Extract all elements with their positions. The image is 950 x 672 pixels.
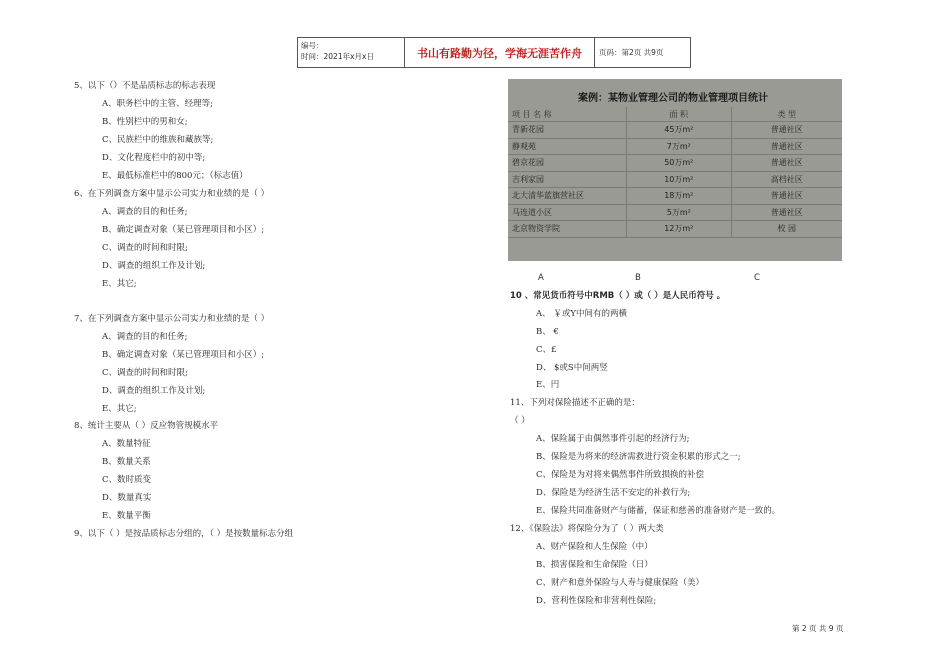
case-cell: 校 园 xyxy=(731,221,842,238)
question-7: 7、在下列调查方案中显示公司实力和业绩的是（ ） xyxy=(74,314,270,324)
case-cell: 50万m² xyxy=(627,155,732,172)
question-6: 6、在下列调查方案中显示公司实力和业绩的是（ ） xyxy=(74,189,270,199)
case-table-row xyxy=(508,188,842,205)
q7-option-e: E、其它; xyxy=(102,404,137,414)
case-table xyxy=(508,107,842,238)
case-table-row xyxy=(508,122,842,139)
q5-option-a: A、职务栏中的主管、经理等; xyxy=(102,99,214,109)
case-table-photo xyxy=(508,79,842,261)
case-cell: 普通社区 xyxy=(731,122,842,139)
page-label: 页码：第2页 共9页 xyxy=(599,48,664,57)
case-cell: 7万m² xyxy=(627,138,732,155)
q10-option-e: E、円 xyxy=(536,380,560,390)
q7-option-a: A、调查的目的和任务; xyxy=(102,332,188,342)
q8-option-d: D、数量真实 xyxy=(102,493,152,503)
case-cell: 10万m² xyxy=(627,171,732,188)
case-cell: 18万m² xyxy=(627,188,732,205)
question-9: 9、以下（ ）是按品质标志分组的，（ ）是按数量标志分组 xyxy=(74,529,294,539)
page-header xyxy=(297,37,691,68)
q6-option-e: E、其它; xyxy=(102,279,137,289)
question-8: 8、统计主要从（ ）反应物管规模水平 xyxy=(74,421,219,431)
q11-option-d: D、保险是为经济生活不安定的补救行为; xyxy=(536,488,691,498)
number-label: 编号： xyxy=(301,41,324,50)
header-meta xyxy=(298,38,405,67)
q11-answer-paren: （ ） xyxy=(510,416,530,426)
case-table-row xyxy=(508,204,842,221)
case-col-header: 类 型 xyxy=(731,107,842,122)
case-table-title: 案例：某物业管理公司的物业管理项目统计 xyxy=(578,93,768,104)
case-col-header: 项 目 名 称 xyxy=(508,107,627,122)
q8-option-a: A、数量特征 xyxy=(102,439,151,449)
case-cell: 马连道小区 xyxy=(508,204,627,221)
q7-option-b: B、确定调查对象（某已管理项目和小区）; xyxy=(102,350,265,360)
q12-option-d: D、营利性保险和非营利性保险; xyxy=(536,596,657,606)
question-10: 10 、常见货币符号中RMB（ ）或（ ）是人民币符号 。 xyxy=(510,291,726,301)
case-col-header: 面 积 xyxy=(627,107,732,122)
question-5: 5、以下（）不是品质标志的标志表现 xyxy=(74,81,216,91)
q10-option-a: A、 ￥或Y中间有的两横 xyxy=(536,309,627,319)
case-table-header-row xyxy=(508,107,842,122)
q12-option-b: B、损害保险和生命保险（日） xyxy=(536,560,653,570)
case-cell: 普通社区 xyxy=(731,188,842,205)
q5-option-d: D、文化程度栏中的初中等; xyxy=(102,153,206,163)
q5-option-b: B、性别栏中的男和女; xyxy=(102,117,188,127)
case-cell: 静观苑 xyxy=(508,138,627,155)
case-table-row xyxy=(508,171,842,188)
q5-option-c: C、民族栏中的维族和藏族等; xyxy=(102,135,214,145)
q6-option-a: A、调查的目的和任务; xyxy=(102,207,188,217)
case-cell: 普通社区 xyxy=(731,204,842,221)
case-cell: 吉利家园 xyxy=(508,171,627,188)
q6-option-d: D、调查的组织工作及计划; xyxy=(102,261,206,271)
q8-option-b: B、数量关系 xyxy=(102,457,151,467)
q12-option-c: C、财产和意外保险与人寿与健康保险（美） xyxy=(536,578,705,588)
q8-option-c: C、数时质变 xyxy=(102,475,152,485)
case-cell: 12万m² xyxy=(627,221,732,238)
case-table-row xyxy=(508,155,842,172)
q11-option-c: C、保险是为对将来偶然事件所致损换的补偿 xyxy=(536,470,705,480)
q7-option-d: D、调查的组织工作及计划; xyxy=(102,386,206,396)
case-cell: 5万m² xyxy=(627,204,732,221)
case-cell: 北京物资学院 xyxy=(508,221,627,238)
case-table-row xyxy=(508,138,842,155)
q12-option-a: A、财产保险和人生保险（中） xyxy=(536,542,653,552)
case-cell: 普通社区 xyxy=(731,138,842,155)
q5-option-e: E、最低标准栏中的800元；（标志值） xyxy=(102,171,248,181)
q8-option-e: E、数量平衡 xyxy=(102,511,151,521)
case-cell: 高档社区 xyxy=(731,171,842,188)
time-label: 时间：2021年x月x日 xyxy=(301,52,374,61)
case-table-row xyxy=(508,221,842,238)
case-cell: 普通社区 xyxy=(731,155,842,172)
case-cell: 青新花园 xyxy=(508,122,627,139)
q11-option-e: E、保险共同准备财产与储蓄，保证和慈善的准备财产是一致的。 xyxy=(536,506,781,516)
case-cell: 北大清华蓝旗营社区 xyxy=(508,188,627,205)
question-12: 12、《保险法》将保险分为了（ ）两大类 xyxy=(510,524,664,534)
column-letter-b: B xyxy=(635,273,641,283)
q6-option-c: C、调查的时间和时限; xyxy=(102,243,188,253)
q11-option-b: B、保险是为将来的经济需救进行资金积累的形式之一; xyxy=(536,452,741,462)
page-footer: 第 2 页 共 9 页 xyxy=(792,624,844,633)
motto: 书山有路勤为径，学海无涯苦作舟 xyxy=(405,38,595,67)
case-cell: 碧京花园 xyxy=(508,155,627,172)
q7-option-c: C、调查的时间和时限; xyxy=(102,368,188,378)
q11-option-a: A、保险属于由偶然事件引起的经济行为; xyxy=(536,434,690,444)
column-letter-c: C xyxy=(754,273,760,283)
q10-option-c: C、£ xyxy=(536,345,557,355)
case-cell: 45万m² xyxy=(627,122,732,139)
q10-option-d: D、 $或S中间两竖 xyxy=(536,363,608,373)
q6-option-b: B、确定调查对象（某已管理项目和小区）; xyxy=(102,225,265,235)
q10-option-b: B、 € xyxy=(536,327,559,337)
column-letter-a: A xyxy=(538,273,544,283)
question-11: 11、下列对保险描述不正确的是： xyxy=(510,398,640,408)
